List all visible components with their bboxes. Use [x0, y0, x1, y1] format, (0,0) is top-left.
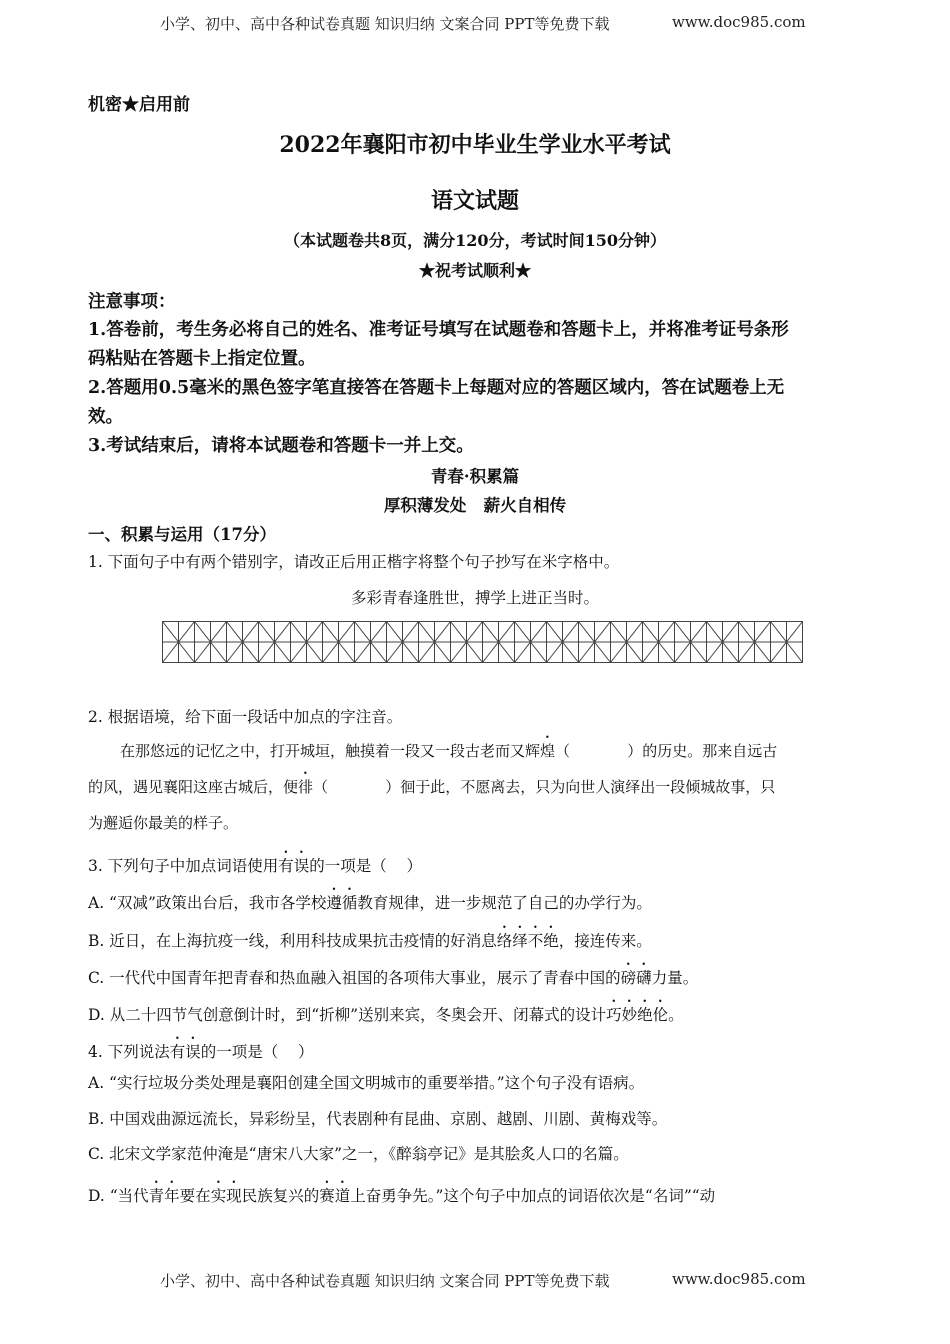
q3-stem [88, 848, 422, 876]
q2-passage-line-2 [88, 769, 775, 805]
q4-option-b: B. 中国戏曲源远流长，异彩纷呈，代表剧种有昆曲、京剧、越剧、川剧、黄梅戏等。 [88, 1110, 668, 1128]
q3-text: D. 从二十四节气创意倒计时，到“折柳”送别来宾，冬奥会开、闭幕式的设计 [88, 1006, 607, 1024]
q2-text: （ ）的历史。那来自远古 [555, 742, 778, 760]
q4-text: 4. 下列说法 [88, 1043, 170, 1061]
q4-text: D. “当代 [88, 1187, 149, 1205]
q4-text: 民族复兴的 [241, 1187, 320, 1205]
note-1-line-1: 1.答卷前，考生务必将自己的姓名、准考证号填写在试题卷和答题卡上，并将准考证号条形 [88, 320, 789, 340]
mi-grid-cell[interactable] [451, 622, 483, 663]
q2-stem: 2. 根据语境，给下面一段话中加点的字注音。 [88, 708, 403, 726]
mi-grid-cell[interactable] [739, 622, 771, 663]
mi-grid-cell[interactable] [163, 622, 195, 663]
dotted-word: 磅礴 [620, 969, 652, 987]
q2-text: （ ）徊于此，不愿离去，只为向世人演绎出一段倾城故事，只 [313, 778, 776, 796]
mi-grid-cell[interactable] [771, 622, 803, 663]
note-3: 3.考试结束后，请将本试题卷和答题卡一并上交。 [88, 436, 474, 456]
mi-grid-cell[interactable] [515, 622, 547, 663]
note-1-line-2: 码粘贴在答题卡上指定位置。 [88, 349, 316, 369]
q2-text: 在那悠远的记忆之中，打开城垣，触摸着一段又一段古老而又辉 [120, 742, 541, 760]
dotted-char: 煌 [540, 742, 556, 760]
page-title: 2022年襄阳市初中毕业生学业水平考试 [279, 132, 671, 158]
q3-text: 3. 下列句子中加点词语使用 [88, 857, 279, 875]
q3-text: ，接连传来。 [558, 932, 652, 950]
q4-option-d [88, 1178, 715, 1206]
q2-passage-line-3: 为邂逅你最美的样子。 [88, 814, 239, 832]
q3-text: C. 一代代中国青年把青春和热血融入祖国的各项伟大事业，展示了青春中国的 [88, 969, 621, 987]
q1-stem: 1. 下面句子中有两个错别字，请改正后用正楷字将整个句子抄写在米字格中。 [88, 553, 620, 571]
q4-text: 上奋勇争先。”这个句子中加点的词语依次是“名词”“动 [350, 1187, 716, 1205]
q3-text: 力量。 [651, 969, 699, 987]
mi-grid-cell[interactable] [483, 622, 515, 663]
q3-text: 。 [668, 1006, 684, 1024]
q4-option-a: A. “实行垃圾分类处理是襄阳创建全国文明城市的重要举措。”这个句子没有语病。 [88, 1074, 645, 1092]
mi-grid-cell[interactable] [259, 622, 291, 663]
mi-grid-cell[interactable] [355, 622, 387, 663]
mi-grid-cell[interactable] [707, 622, 739, 663]
exam-info: （本试题卷共8页，满分120分，考试时间150分钟） [284, 231, 666, 250]
dotted-word: 络绎不绝 [496, 932, 559, 950]
note-2-line-1: 2.答题用0.5毫米的黑色签字笔直接答在答题卡上每题对应的答题区域内，答在试题卷上无 [88, 378, 785, 398]
part-1-heading: 一、积累与运用（17分） [88, 525, 276, 544]
header-text: 小学、初中、高中各种试卷真题 知识归纳 文案合同 PPT等免费下载 [160, 15, 610, 33]
q3-option-b [88, 923, 652, 951]
mi-grid-cell[interactable] [643, 622, 675, 663]
q3-text: 教育规律，进一步规范了自己的办学行为。 [357, 894, 652, 912]
q4-text: 的一项是（ ） [200, 1043, 314, 1061]
dotted-word: 实现 [210, 1187, 242, 1205]
footer-text: 小学、初中、高中各种试卷真题 知识归纳 文案合同 PPT等免费下载 [160, 1272, 610, 1290]
mi-grid-cell[interactable] [227, 622, 259, 663]
mi-grid-cell[interactable] [675, 622, 707, 663]
q4-stem [88, 1034, 313, 1062]
q3-option-d [88, 997, 684, 1025]
mi-grid-cell[interactable] [419, 622, 451, 663]
dotted-word: 青年 [148, 1187, 180, 1205]
q3-option-a [88, 885, 652, 913]
dotted-word: 遵循 [326, 894, 358, 912]
mi-grid-cell[interactable] [611, 622, 643, 663]
q4-option-c: C. 北宋文学家范仲淹是“唐宋八大家”之一，《醉翁亭记》是其脍炙人口的名篇。 [88, 1145, 629, 1163]
q3-text: 的一项是（ ） [309, 857, 422, 875]
dotted-word: 巧妙绝伦 [606, 1006, 669, 1024]
q2-text: 的风，遇见襄阳这座古城后，便 [88, 778, 299, 796]
dotted-word: 有误 [278, 857, 310, 875]
notes-heading: 注意事项： [88, 292, 176, 312]
mi-grid-cell[interactable] [579, 622, 611, 663]
header-url[interactable]: www.doc985.com [672, 13, 806, 31]
secret-label: 机密★启用前 [88, 95, 190, 115]
note-2-line-2: 效。 [88, 407, 123, 427]
dotted-word: 有误 [169, 1043, 201, 1061]
exam-wish: ★祝考试顺利★ [418, 261, 531, 280]
mi-grid-cell[interactable] [387, 622, 419, 663]
dotted-word: 赛道 [319, 1187, 351, 1205]
q3-text: B. 近日，在上海抗疫一线，利用科技成果抗击疫情的好消息 [88, 932, 497, 950]
mi-grid-cell[interactable] [195, 622, 227, 663]
mi-grid-cell[interactable] [547, 622, 579, 663]
footer-url[interactable]: www.doc985.com [672, 1270, 806, 1288]
q3-option-c [88, 960, 698, 988]
q2-passage-line-1 [120, 733, 777, 769]
section-motto: 厚积薄发处 薪火自相传 [383, 496, 567, 515]
q4-text: 要在 [179, 1187, 211, 1205]
page-subtitle: 语文试题 [430, 188, 519, 214]
dotted-char: 徘 [298, 778, 314, 796]
q1-sentence: 多彩青春逢胜世，搏学上进正当时。 [350, 589, 599, 607]
mi-grid-cell[interactable] [291, 622, 323, 663]
mi-grid-cell[interactable] [323, 622, 355, 663]
section-theme: 青春·积累篇 [430, 467, 520, 486]
q3-text: A. “双减”政策出台后，我市各学校 [88, 894, 327, 912]
mi-grid[interactable] [162, 621, 803, 664]
